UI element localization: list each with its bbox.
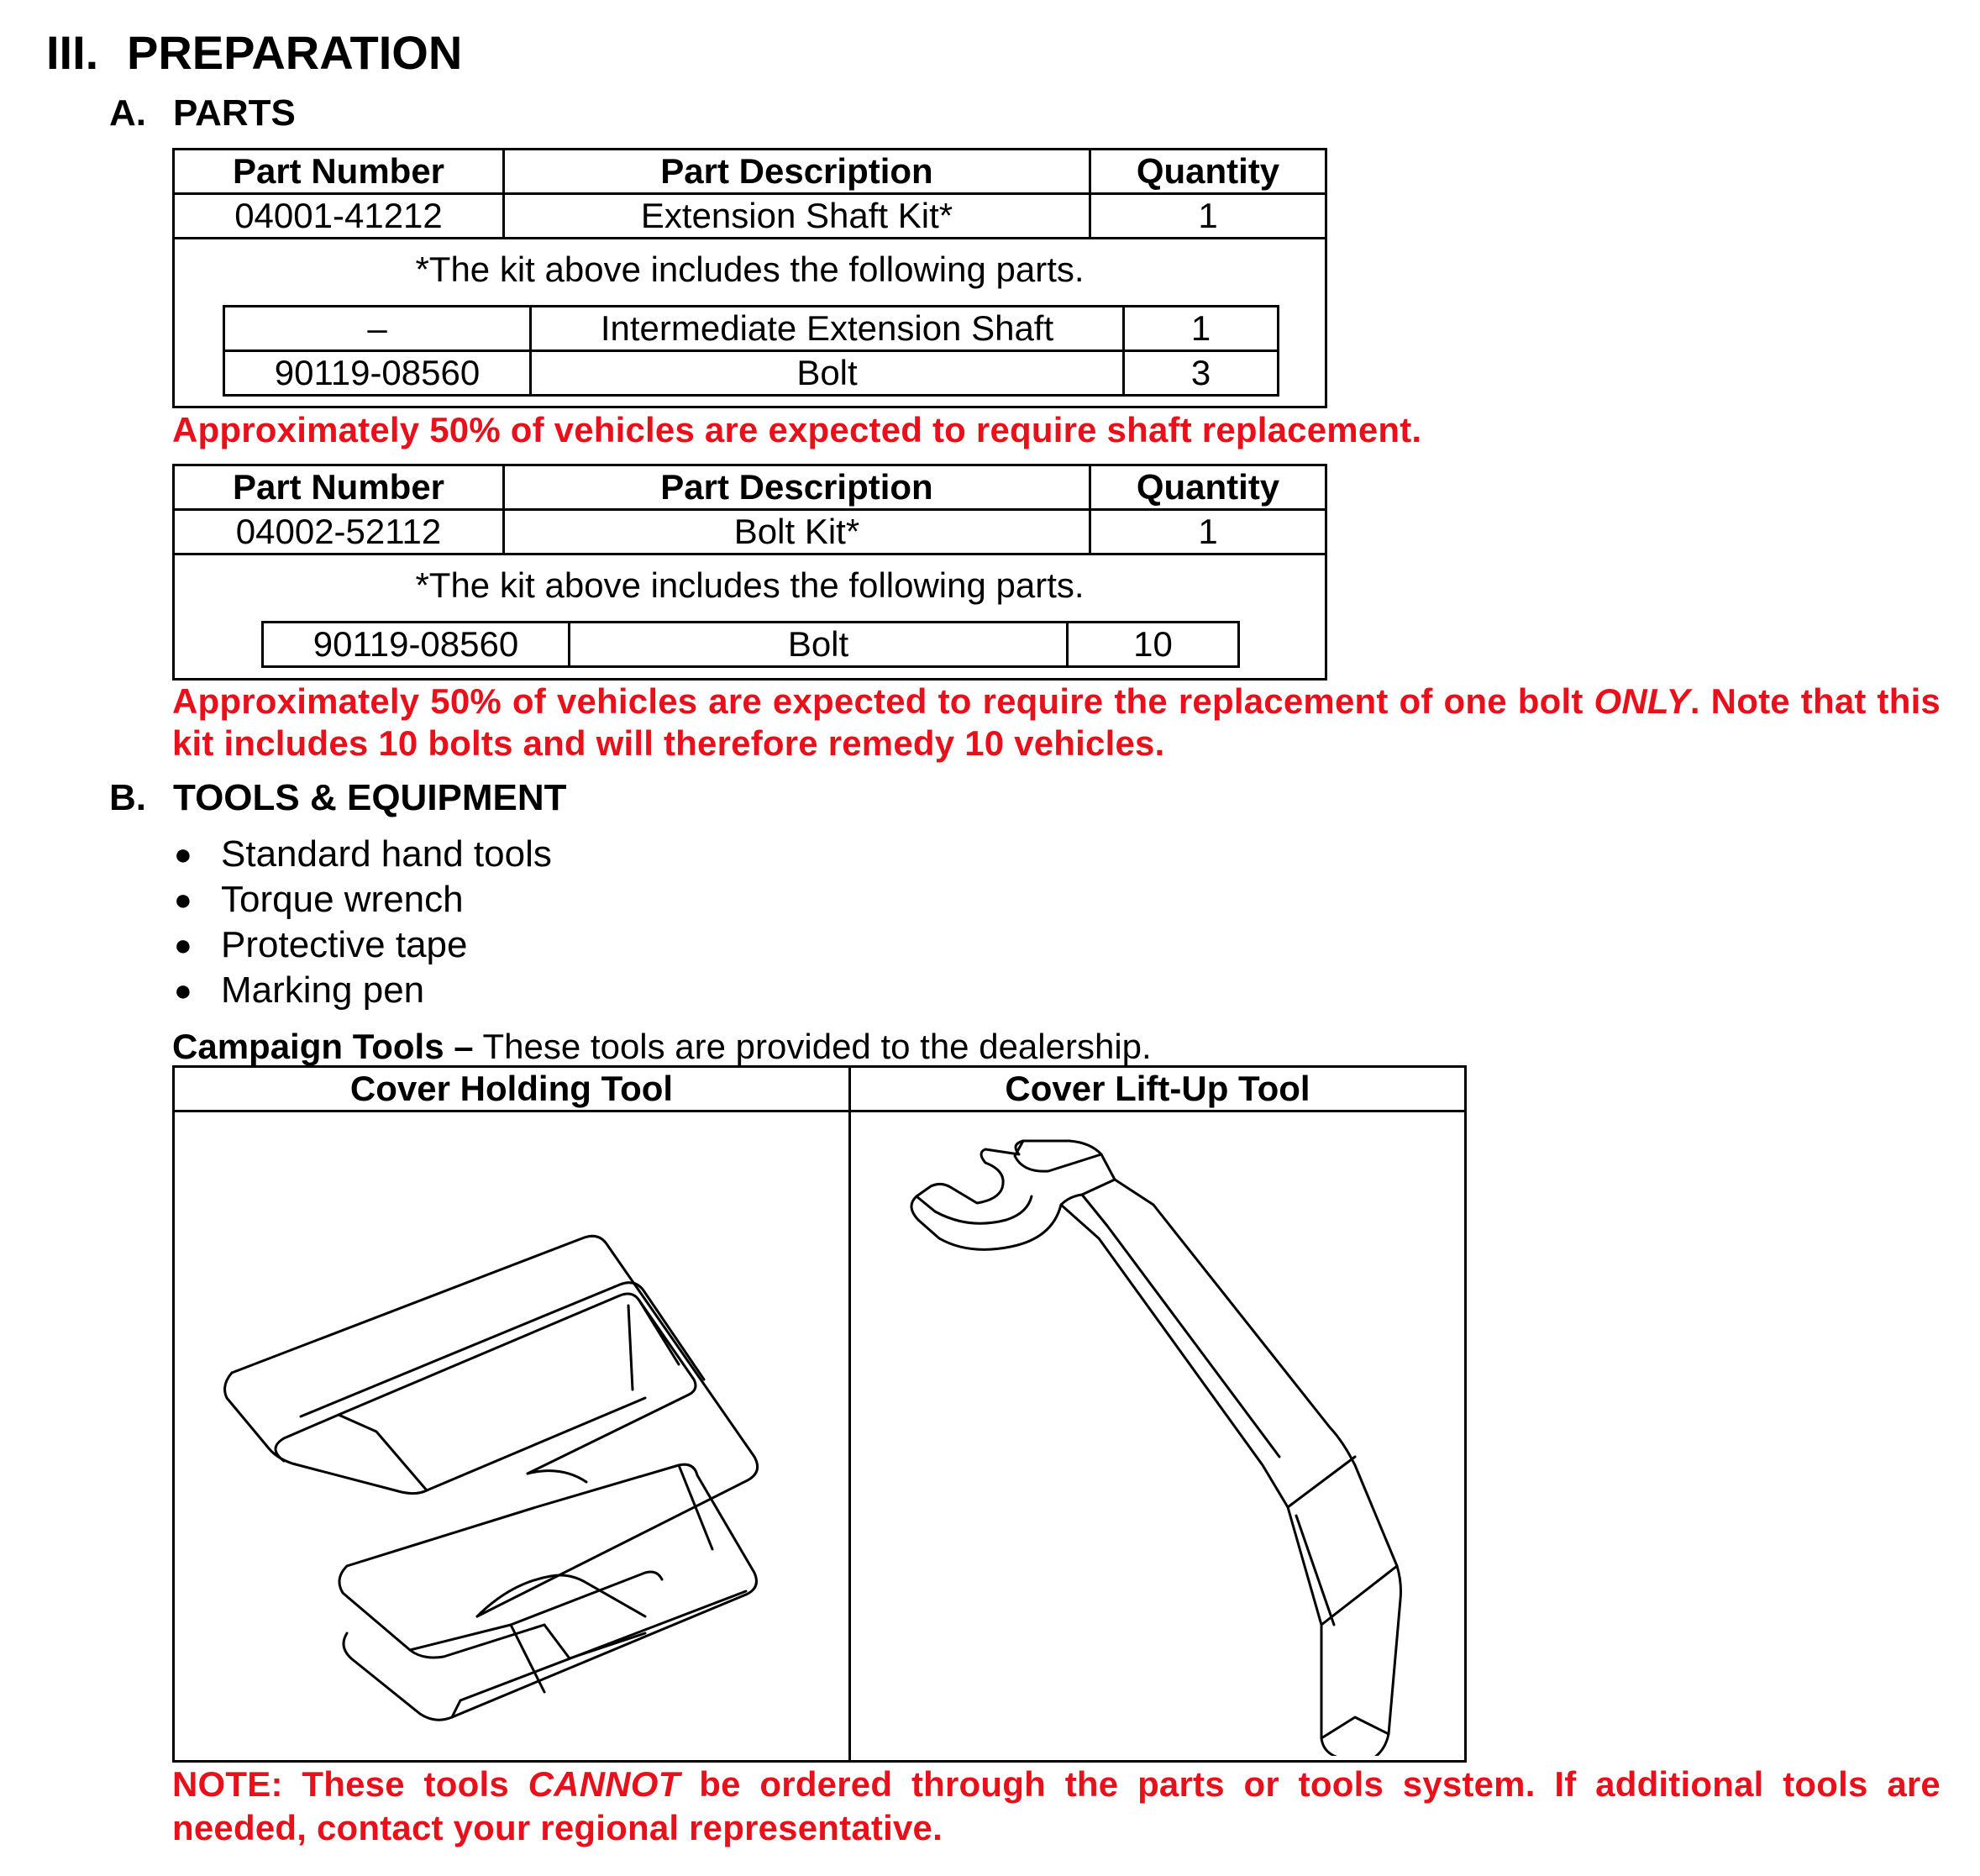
cover-lift-up-tool-cell [850, 1111, 1466, 1762]
tool-item-label: Marking pen [221, 970, 425, 1011]
kit1-warning: Approximately 50% of vehicles are expected to require shaft replacement. [172, 410, 1422, 449]
tools-title: TOOLS & EQUIPMENT [173, 777, 567, 818]
campaign-tools-line [172, 1027, 1152, 1067]
kit2-header-row [174, 465, 1326, 510]
list-item [172, 968, 552, 1013]
section-number: III. [46, 26, 99, 79]
header-quantity: Quantity [1090, 465, 1326, 510]
bullet-icon: ● [174, 973, 192, 1007]
kit2-sub1-quantity: 10 [1068, 623, 1239, 667]
list-item [172, 922, 552, 968]
bullet-icon: ● [174, 882, 192, 917]
kit1-note: *The kit above includes the following parts. [415, 250, 1085, 289]
section-title: PREPARATION [127, 26, 463, 79]
tool-item-label: Torque wrench [221, 879, 464, 920]
kit1-subtable [223, 305, 1279, 397]
list-item [172, 877, 552, 922]
kit1-description: Extension Shaft Kit* [504, 194, 1090, 239]
header-part-description: Part Description [504, 465, 1090, 510]
tool-item-label: Standard hand tools [221, 833, 552, 875]
kit2-subtable [261, 621, 1240, 668]
bullet-icon: ● [174, 927, 192, 962]
kit2-sub1-description: Bolt [570, 623, 1068, 667]
bullet-icon: ● [174, 837, 192, 871]
parts-number: A. [109, 92, 146, 134]
section-heading [46, 25, 462, 80]
kit2-warning-pre: Approximately 50% of vehicles are expected to require the replacement of one bolt [172, 681, 1594, 721]
cover-lift-up-tool-illustration [851, 1112, 1463, 1756]
kit2-table [172, 464, 1327, 555]
campaign-tools-image-row [174, 1111, 1466, 1762]
kit2-warning [172, 681, 1941, 765]
kit1-row [174, 194, 1326, 239]
kit2-sub1-part-number: 90119-08560 [263, 623, 570, 667]
kit1-sub1-part-number: – [224, 307, 531, 351]
cover-holding-tool-illustration [175, 1112, 847, 1756]
parts-heading [109, 92, 296, 134]
kit1-sub2-description: Bolt [531, 351, 1124, 396]
kit1-quantity: 1 [1090, 194, 1326, 239]
kit1-sub2-quantity: 3 [1124, 351, 1279, 396]
header-cover-lift-up-tool: Cover Lift-Up Tool [850, 1067, 1466, 1111]
kit2-quantity: 1 [1090, 510, 1326, 554]
header-part-number: Part Number [174, 150, 504, 194]
list-item [172, 832, 552, 877]
cover-holding-tool-cell [174, 1111, 850, 1762]
kit2-subrow [263, 623, 1239, 667]
campaign-tools-table [172, 1065, 1467, 1763]
tools-note-emphasis: CANNOT [528, 1764, 680, 1804]
header-part-description: Part Description [504, 150, 1090, 194]
campaign-tools-header-row [174, 1067, 1466, 1111]
kit1-subrow [224, 351, 1279, 396]
header-part-number: Part Number [174, 465, 504, 510]
tools-note [172, 1763, 1941, 1850]
campaign-tools-text: These tools are provided to the dealership. [473, 1027, 1152, 1066]
kit2-row [174, 510, 1326, 554]
kit1-header-row [174, 150, 1326, 194]
kit1-subrow [224, 307, 1279, 351]
kit1-table [172, 148, 1327, 239]
kit1-sub1-description: Intermediate Extension Shaft [531, 307, 1124, 351]
kit2-note: *The kit above includes the following parts. [415, 565, 1085, 605]
header-cover-holding-tool: Cover Holding Tool [174, 1067, 850, 1111]
header-quantity: Quantity [1090, 150, 1326, 194]
kit1-sub2-part-number: 90119-08560 [224, 351, 531, 396]
kit1-sub1-quantity: 1 [1124, 307, 1279, 351]
kit1-part-number: 04001-41212 [174, 194, 504, 239]
tools-note-pre: NOTE: These tools [172, 1764, 528, 1804]
parts-title: PARTS [173, 92, 296, 134]
tools-number: B. [109, 777, 146, 818]
kit2-warning-emphasis: ONLY [1594, 681, 1690, 721]
tool-item-label: Protective tape [221, 924, 468, 965]
kit2-warning-post: . Note that this kit includes 10 bolts and will therefore remedy 10 vehicles. [172, 681, 1941, 763]
kit2-description: Bolt Kit* [504, 510, 1090, 554]
tools-note-post: be ordered through the parts or tools system. If additional tools are needed, contact your regional representative. [172, 1764, 1941, 1847]
kit2-part-number: 04002-52112 [174, 510, 504, 554]
campaign-tools-label: Campaign Tools – [172, 1027, 474, 1066]
tools-heading [109, 777, 567, 819]
tools-list [172, 832, 552, 1013]
